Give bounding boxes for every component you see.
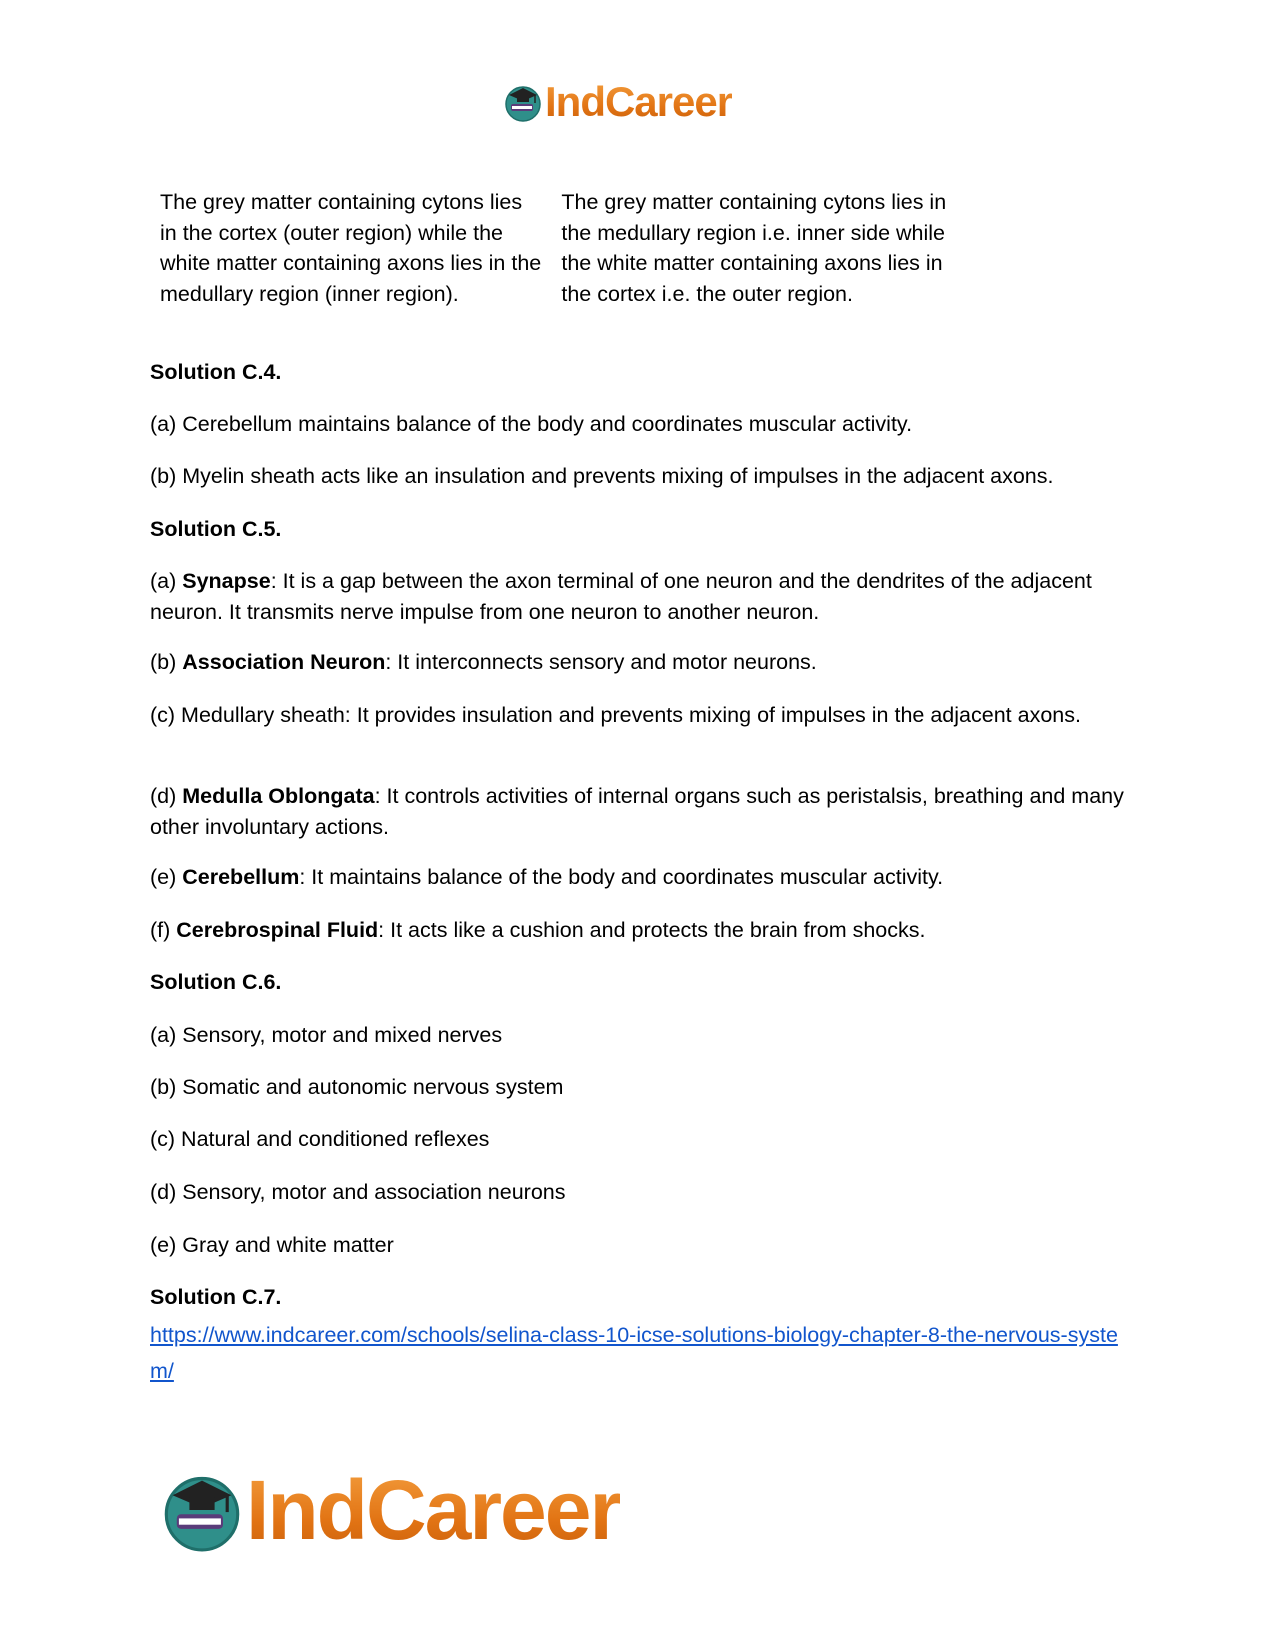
header-logo — [503, 78, 732, 126]
c6-item-b: (b) Somatic and autonomic nervous system — [150, 1075, 564, 1099]
c4-item-b: (b) Myelin sheath acts like an insulation and prevents mixing of impulses in the adjacent axons. — [150, 464, 1054, 488]
c5-item-c: (c) Medullary sheath: It provides insulation and prevents mixing of impulses in the adjacent axons. — [150, 703, 1081, 727]
solution-c7-link[interactable]: https://www.indcareer.com/schools/selina-class-10-icse-solutions-biology-chapter-8-the-nervous-system/ — [150, 1323, 1118, 1383]
c6-item-c: (c) Natural and conditioned reflexes — [150, 1127, 490, 1151]
c5-item-a: (a) Synapse: It is a gap between the axon terminal of one neuron and the dendrites of the adjacent neuron. It transmits nerve impulse from one neuron to another neuron. — [150, 569, 1092, 624]
c5-item-e: (e) Cerebellum: It maintains balance of the body and coordinates muscular activity. — [150, 865, 944, 889]
solution-c7-heading: Solution C.7. — [150, 1285, 282, 1309]
comparison-table-row — [150, 187, 980, 309]
solution-c6-heading: Solution C.6. — [150, 970, 282, 994]
c5-item-b: (b) Association Neuron: It interconnects sensory and motor neurons. — [150, 650, 817, 674]
graduation-cap-book-globe-icon — [503, 82, 543, 122]
brand-name: IndCareer — [246, 1462, 621, 1557]
brand-name: IndCareer — [545, 78, 733, 125]
footer-logo — [160, 1462, 621, 1557]
solution-c5-heading: Solution C.5. — [150, 517, 282, 541]
c6-item-e: (e) Gray and white matter — [150, 1233, 394, 1257]
c4-item-a: (a) Cerebellum maintains balance of the body and coordinates muscular activity. — [150, 412, 913, 436]
c5-item-d: (d) Medulla Oblongata: It controls activities of internal organs such as peristalsis, breathing and many other involuntary actions. — [150, 784, 1124, 839]
c6-item-d: (d) Sensory, motor and association neurons — [150, 1180, 566, 1204]
solution-c4-heading: Solution C.4. — [150, 360, 282, 384]
c6-item-a: (a) Sensory, motor and mixed nerves — [150, 1023, 503, 1047]
c5-item-f: (f) Cerebrospinal Fluid: It acts like a cushion and protects the brain from shocks. — [150, 918, 926, 942]
comparison-cell-right: The grey matter containing cytons lies in the medullary region i.e. inner side while the white matter containing axons lies in the cortex i.e. the outer region. — [561, 190, 947, 306]
comparison-cell-left: The grey matter containing cytons lies in the cortex (outer region) while the white matter containing axons lies in the medullary region (inner region). — [160, 190, 542, 306]
graduation-cap-book-globe-icon — [160, 1468, 244, 1552]
